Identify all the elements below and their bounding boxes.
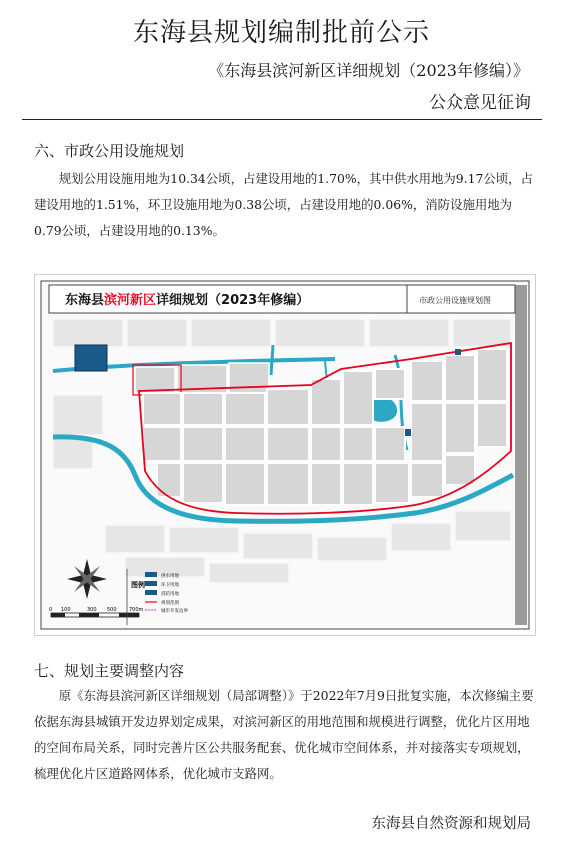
svg-text:环卫用地: 环卫用地	[161, 583, 179, 588]
svg-text:300: 300	[87, 607, 97, 613]
map-side-strip	[515, 285, 527, 625]
section-7-paragraph: 原《东海县滨河新区详细规划（局部调整）》于2022年7月9日批复实施，本次修编主要依据东海县城镇开发边界划定成果，对滨河新区的用地范围和规模进行调整，优化片区用地的空间布局关系，同时完善片区公共服务配套、优化城市空间体系，并对接落实专项规划，梳理优化片区道路网体系，优化城市支路网。	[34, 688, 534, 781]
water-supply-site	[75, 345, 107, 371]
svg-text:0: 0	[49, 607, 53, 613]
svg-text:100: 100	[61, 607, 71, 613]
svg-text:城市开发边界: 城市开发边界	[161, 609, 188, 614]
svg-text:700m: 700m	[129, 607, 144, 613]
map-graphic	[35, 275, 535, 635]
issuing-authority: 东海县自然资源和规划局	[371, 816, 531, 832]
consultation-label: 公众意见征询	[429, 93, 531, 113]
svg-text:供水用地: 供水用地	[161, 574, 179, 579]
svg-text:500: 500	[107, 607, 117, 613]
svg-text:消防用地: 消防用地	[161, 592, 179, 597]
scale-bar	[49, 607, 144, 617]
plan-name: 《东海县滨河新区详细规划（2023年修编）》	[208, 61, 529, 80]
section-6-paragraph: 规划公用设施用地为10.34公顷，占建设用地的1.70%，其中供水用地为9.17公顷，占建设用地的1.51%，环卫设施用地为0.38公顷，占建设用地的0.06%，消防设施用地为0.79公顷，占建设用地的0.13%。	[34, 171, 533, 238]
sanitation-site	[405, 429, 411, 436]
svg-text:图例: 图例	[131, 581, 145, 589]
svg-text:规划范围: 规划范围	[161, 601, 179, 606]
header-divider	[22, 119, 542, 120]
page-title: 东海县规划编制批前公示	[132, 18, 430, 48]
planning-map	[34, 274, 536, 636]
section-6-heading: 六、市政公用设施规划	[34, 142, 185, 160]
map-sheet-name: 市政公用设施规划图	[419, 296, 491, 305]
section-7-heading: 七、规划主要调整内容	[34, 662, 185, 680]
fire-station-site	[455, 349, 461, 355]
map-title: 东海县滨河新区详细规划（2023年修编）	[65, 293, 310, 308]
